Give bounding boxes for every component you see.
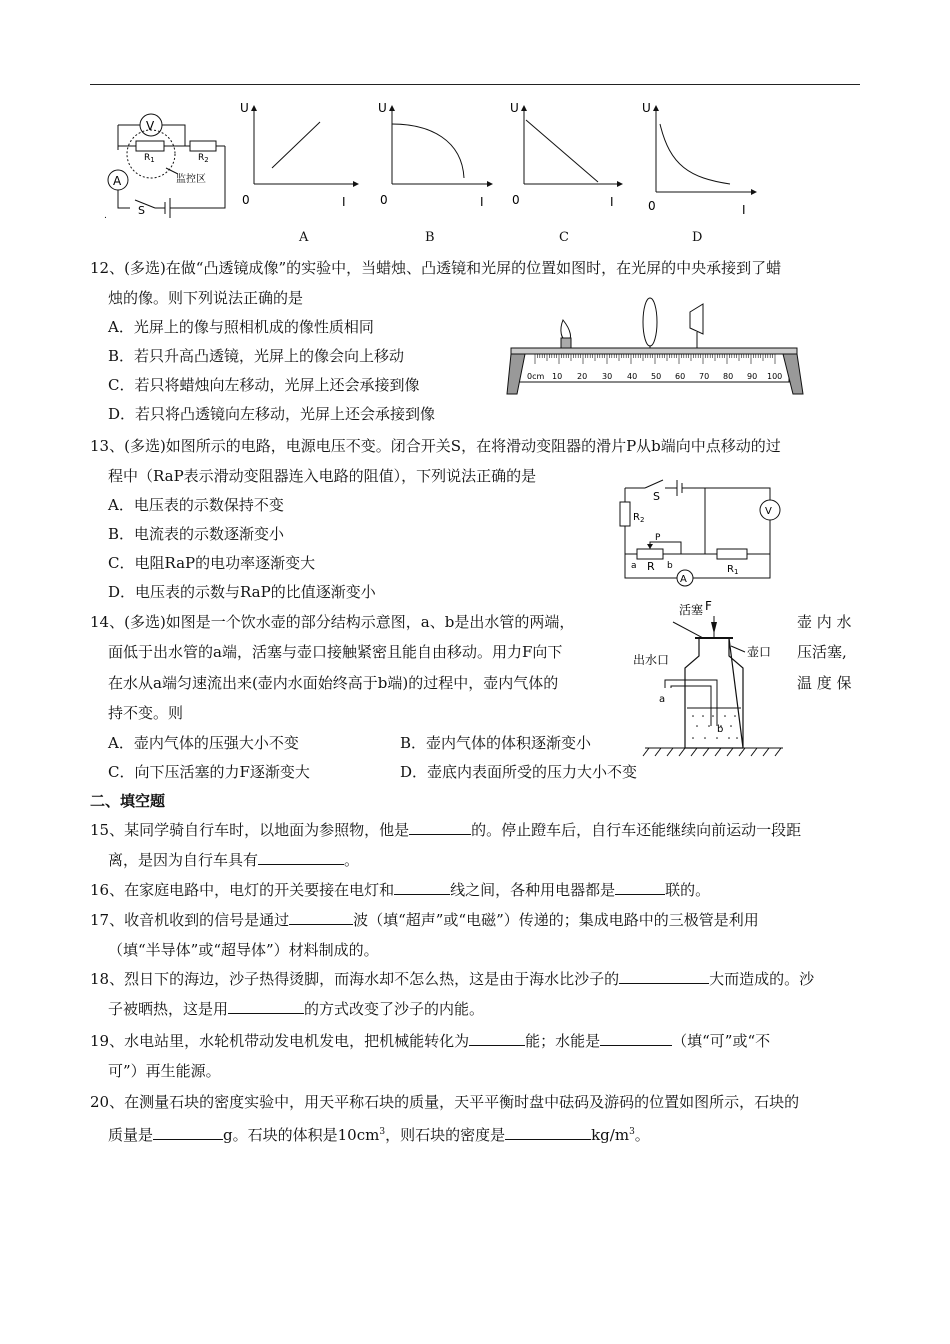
svg-text:a: a [659,694,666,705]
q15-line-2: 离，是因为自行车具有 。 [108,851,360,869]
monitor-zone-label: 监控区 [176,174,206,185]
q16-blank-2[interactable] [615,880,665,895]
graph-b [378,101,492,209]
q20-blank-2[interactable] [505,1125,591,1140]
svg-text:U: U [378,101,387,115]
q15-blank-2[interactable] [258,850,344,865]
svg-text:.: . [104,211,107,220]
graph-a [240,101,358,209]
graph-d [642,101,756,217]
svg-text:0: 0 [512,193,520,207]
svg-text:F: F [705,599,712,613]
q18-line-1: 18、烈日下的海边，沙子热得烫脚，而海水却不怎么热，这是由于海水比沙子的 大而造成的。沙 [90,970,815,988]
graph-label-a: A [299,230,309,245]
q13-option-c: C．电阻RaP的电功率逐渐变大 [108,554,316,572]
svg-text:30: 30 [602,372,613,381]
monitor-zone-icon [127,130,175,178]
q17-blank-1[interactable] [289,910,353,925]
q14-stem-1: 14、(多选)如图是一个饮水壶的部分结构示意图，a、b是出水管的两端， [90,613,575,631]
candle-flame-icon [561,320,571,340]
q19-blank-1[interactable] [469,1031,525,1046]
graph-label-c: C [559,230,569,245]
svg-text:b: b [667,561,673,571]
svg-text:R: R [647,560,655,573]
q12-stem-2: 烛的像。则下列说法正确的是 [108,289,304,307]
q11-graphs [230,96,770,220]
optical-bench-diagram [505,290,805,402]
svg-text:20: 20 [577,372,588,381]
graph-c [510,101,622,209]
lens-icon [643,298,657,346]
q13-stem-1: 13、(多选)如图所示的电路，电源电压不变。闭合开关S，在将滑动变阻器的滑片P从b端向中点移动的过 [90,437,781,455]
svg-text:R2: $R_2$ [633,512,645,524]
svg-text:S: S [653,490,660,503]
svg-text:10: 10 [552,372,563,381]
q14-stem-3-right: 温 度 保 [797,674,852,692]
q14-stem-3: 在水从a端匀速流出来(壶内水面始终高于b端)的过程中，壶内气体的 [108,674,559,692]
outlet-tube-icon [665,680,717,726]
q19-line-2: 可”）再生能源。 [108,1062,221,1080]
svg-text:P: P [655,533,661,543]
svg-text:0: 0 [648,199,656,213]
svg-text:0: 0 [242,193,250,207]
svg-text:60: 60 [675,372,686,381]
q18-line-2: 子被晒热，这是用 的方式改变了沙子的内能。 [108,1000,485,1018]
q18-blank-1[interactable] [619,969,709,984]
svg-text:a: a [631,561,637,571]
q13-option-b: B．电流表的示数逐渐变小 [108,525,285,543]
svg-text:R1: $R_1$ [144,153,155,164]
svg-text:0: 0 [380,193,388,207]
graph-label-b: B [425,230,435,245]
svg-text:S: S [138,204,145,217]
svg-text:A: A [680,574,687,585]
svg-text:V: V [765,506,772,517]
q14-option-a: A．壶内气体的压强大小不变 [108,734,299,752]
q14-option-d: D．壶底内表面所受的压力大小不变 [400,763,638,781]
svg-text:R1: $R_1$ [727,564,739,576]
kettle-diagram [633,598,793,758]
svg-text:出水口: 出水口 [633,653,670,667]
svg-text:I: I [480,195,484,209]
svg-text:0cm: 0cm [527,372,545,381]
q20-line-1: 20、在测量石块的密度实验中，用天平称石块的质量，天平平衡时盘中砝码及游码的位置如图所示，石块的 [90,1093,800,1111]
top-rule [90,84,860,85]
q12-stem-1: 12、(多选)在做“凸透镜成像”的实验中，当蜡烛、凸透镜和光屏的位置如图时，在光屏的中央承接到了蜡 [90,259,782,277]
svg-text:U: U [510,101,519,115]
q19-blank-2[interactable] [600,1031,672,1046]
svg-text:80: 80 [723,372,734,381]
q13-circuit-diagram [615,474,785,594]
q17-line-1: 17、收音机收到的信号是通过 波（填“超声”或“电磁”）传递的；集成电路中的三极管是利用 [90,911,759,929]
candle-icon [561,338,571,348]
q16-line: 16、在家庭电路中，电灯的开关要接在电灯和 线之间，各种用电器都是 联的。 [90,881,711,899]
q14-stem-4: 持不变。则 [108,704,184,722]
svg-text:70: 70 [699,372,710,381]
q20-blank-1[interactable] [153,1125,223,1140]
svg-text:R2: $R_2$ [198,153,209,164]
q12-option-a: A．光屏上的像与照相机成的像性质相同 [108,318,374,336]
q15-line-1: 15、某同学骑自行车时，以地面为参照物，他是 的。停止蹬车后，自行车还能继续向前运动一段距 [90,821,802,839]
voltmeter-label: V [146,119,155,133]
q13-stem-2: 程中（RaP表示滑动变阻器连入电路的阻值），下列说法正确的是 [108,467,537,485]
q14-stem-2: 面低于出水管的a端，活塞与壶口接触紧密且能自由移动。用力F向下 [108,643,563,661]
svg-text:活塞: 活塞 [679,603,704,617]
svg-text:b: b [717,724,724,735]
q15-blank-1[interactable] [409,820,471,835]
q14-stem-1-right: 壶 内 水 [797,613,852,631]
q19-line-1: 19、水电站里，水轮机带动发电机发电，把机械能转化为 能；水能是 （填“可”或“不 [90,1032,771,1050]
svg-text:I: I [742,203,746,217]
q14-stem-2-right: 压活塞, [797,643,847,661]
force-arrow-icon [711,622,717,634]
ammeter-label: A [113,174,122,188]
svg-text:壶口: 壶口 [747,645,772,659]
q12-option-c: C．若只将蜡烛向左移动，光屏上还会承接到像 [108,376,420,394]
svg-text:50: 50 [651,372,662,381]
svg-text:I: I [610,195,614,209]
svg-text:90: 90 [747,372,758,381]
q13-option-a: A．电压表的示数保持不变 [108,496,284,514]
svg-text:40: 40 [627,372,638,381]
svg-text:I: I [342,195,346,209]
graph-label-d: D [692,230,703,245]
svg-text:100: 100 [767,372,783,381]
svg-text:U: U [240,101,249,115]
screen-icon [690,304,703,334]
q13-option-d: D．电压表的示数与RaP的比值逐渐变小 [108,583,376,601]
svg-text:U: U [642,101,651,115]
q11-circuit-diagram [100,100,240,220]
q18-blank-2[interactable] [228,999,304,1014]
section-title: 二、填空题 [90,792,166,810]
q17-line-2: （填“半导体”或“超导体”）材料制成的。 [108,941,379,959]
q14-option-c: C．向下压活塞的力F逐渐变大 [108,763,310,781]
q20-line-2: 质量是 g。石块的体积是$10cm^3$，则石块的密度是 $kg/m^3$。 [108,1126,650,1144]
q16-blank-1[interactable] [394,880,450,895]
q12-option-d: D．若只将凸透镜向左移动，光屏上还会承接到像 [108,405,436,423]
q14-option-b: B．壶内气体的体积逐渐变小 [400,734,592,752]
q12-option-b: B．若只升高凸透镜，光屏上的像会向上移动 [108,347,405,365]
